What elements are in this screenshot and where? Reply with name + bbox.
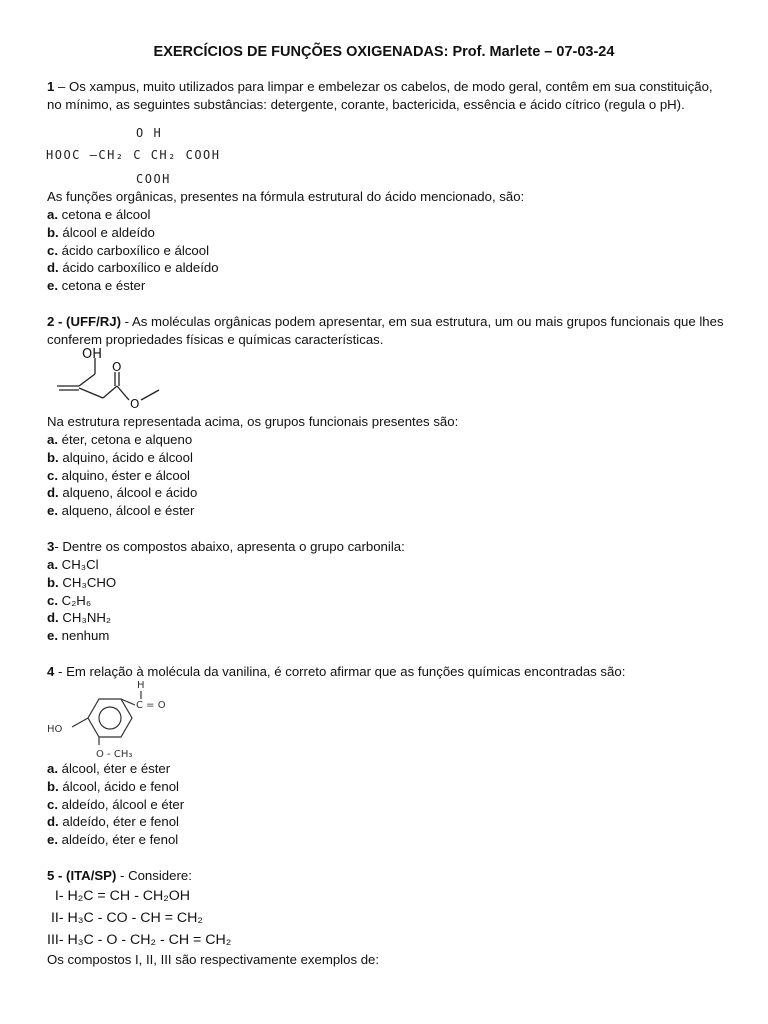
option-c[interactable]: c. C₂H₆ [47, 592, 92, 608]
question-1-prompt: As funções orgânicas, presentes na fórmula estrutural do ácido mencionado, são: [47, 189, 525, 204]
formula-main-chain: HOOC –CH₂ C CH₂ COOH [46, 148, 221, 162]
option-b[interactable]: b. álcool, ácido e fenol [47, 778, 179, 794]
option-e[interactable]: e. nenhum [47, 628, 110, 644]
label-ether-o: O [130, 397, 140, 411]
label-oh: OH [82, 347, 103, 362]
compound-i: I- H₂C = CH - CH₂OH [47, 888, 191, 904]
label-aldehyde-h: H [137, 680, 145, 691]
question-2-statement: 2 - (UFF/RJ) - As moléculas orgânicas podem apresentar, em sua estrutura, um ou mais grupos funcionais que lhes conferem propriedades físicas e químicas características. [47, 314, 724, 347]
question-5-prompt: Os compostos I, II, III são respectivamente exemplos de: [47, 952, 380, 967]
question-2-options [47, 413, 727, 520]
label-methoxy: O - CH₃ [96, 749, 133, 760]
option-b[interactable]: b. alquino, ácido e álcool [47, 449, 193, 465]
question-5 [47, 867, 727, 969]
formula-oh: O H [136, 126, 163, 140]
question-5-statement: 5 - (ITA/SP) - Considere: [47, 868, 192, 883]
question-3-statement: 3- Dentre os compostos abaixo, apresenta o grupo carbonila: [47, 539, 405, 554]
option-b[interactable]: b. CH₃CHO [47, 574, 117, 590]
option-c[interactable]: c. alquino, éster e álcool [47, 467, 190, 483]
option-d[interactable]: d. aldeído, éter e fenol [47, 814, 179, 830]
option-c[interactable]: c. ácido carboxílico e álcool [47, 242, 210, 258]
option-c[interactable]: c. aldeído, álcool e éter [47, 796, 185, 812]
question-1-statement: 1 – Os xampus, muito utilizados para limpar e embelezar os cabelos, de modo geral, contêm em sua constituição, no mínimo, as seguintes substâncias: detergente, corante, bactericida, essência e ácido cítrico (regula o pH). [47, 79, 713, 112]
option-e[interactable]: e. alqueno, álcool e éster [47, 503, 195, 519]
label-aldehyde-co: C = O [136, 700, 166, 711]
vanillin-structure [45, 679, 185, 761]
label-hydroxyl: HO [47, 724, 63, 735]
question-4-options [47, 760, 727, 849]
option-e[interactable]: e. aldeído, éter e fenol [47, 832, 179, 848]
ester-alkene-structure [55, 346, 175, 412]
question-3 [47, 538, 727, 645]
option-d[interactable]: d. ácido carboxílico e aldeído [47, 260, 219, 276]
citric-acid-formula [46, 126, 346, 188]
option-a[interactable]: a. CH₃Cl [47, 557, 99, 572]
compound-ii: II- H₃C - CO - CH = CH₂ [47, 910, 203, 926]
option-a[interactable]: a. cetona e álcool [47, 207, 151, 222]
question-number: 3 [47, 539, 55, 554]
question-4-statement: 4 - Em relação à molécula da vanilina, é correto afirmar que as funções químicas encontradas são: [47, 664, 626, 679]
question-number: 4 [47, 664, 55, 679]
question-number: 1 [47, 79, 55, 94]
page-title: EXERCÍCIOS DE FUNÇÕES OXIGENADAS: Prof. Marlete – 07-03-24 [153, 44, 615, 60]
question-1-options [47, 188, 727, 295]
question-2-prompt: Na estrutura representada acima, os grupos funcionais presentes são: [47, 414, 459, 429]
formula-cooh: COOH [136, 172, 171, 186]
option-a[interactable]: a. éter, cetona e alqueno [47, 432, 193, 447]
label-carbonyl-o: O [112, 360, 122, 374]
question-1 [47, 78, 727, 114]
compound-iii: III- H₃C - O - CH₂ - CH = CH₂ [47, 932, 232, 948]
question-number: 5 - (ITA/SP) [47, 868, 117, 883]
option-b[interactable]: b. álcool e aldeído [47, 224, 155, 240]
option-a[interactable]: a. álcool, éter e éster [47, 761, 171, 776]
option-e[interactable]: e. cetona e éster [47, 278, 146, 294]
option-d[interactable]: d. CH₃NH₂ [47, 610, 111, 626]
question-number: 2 - (UFF/RJ) [47, 314, 121, 329]
option-d[interactable]: d. alqueno, álcool e ácido [47, 485, 198, 501]
question-2 [47, 313, 727, 349]
